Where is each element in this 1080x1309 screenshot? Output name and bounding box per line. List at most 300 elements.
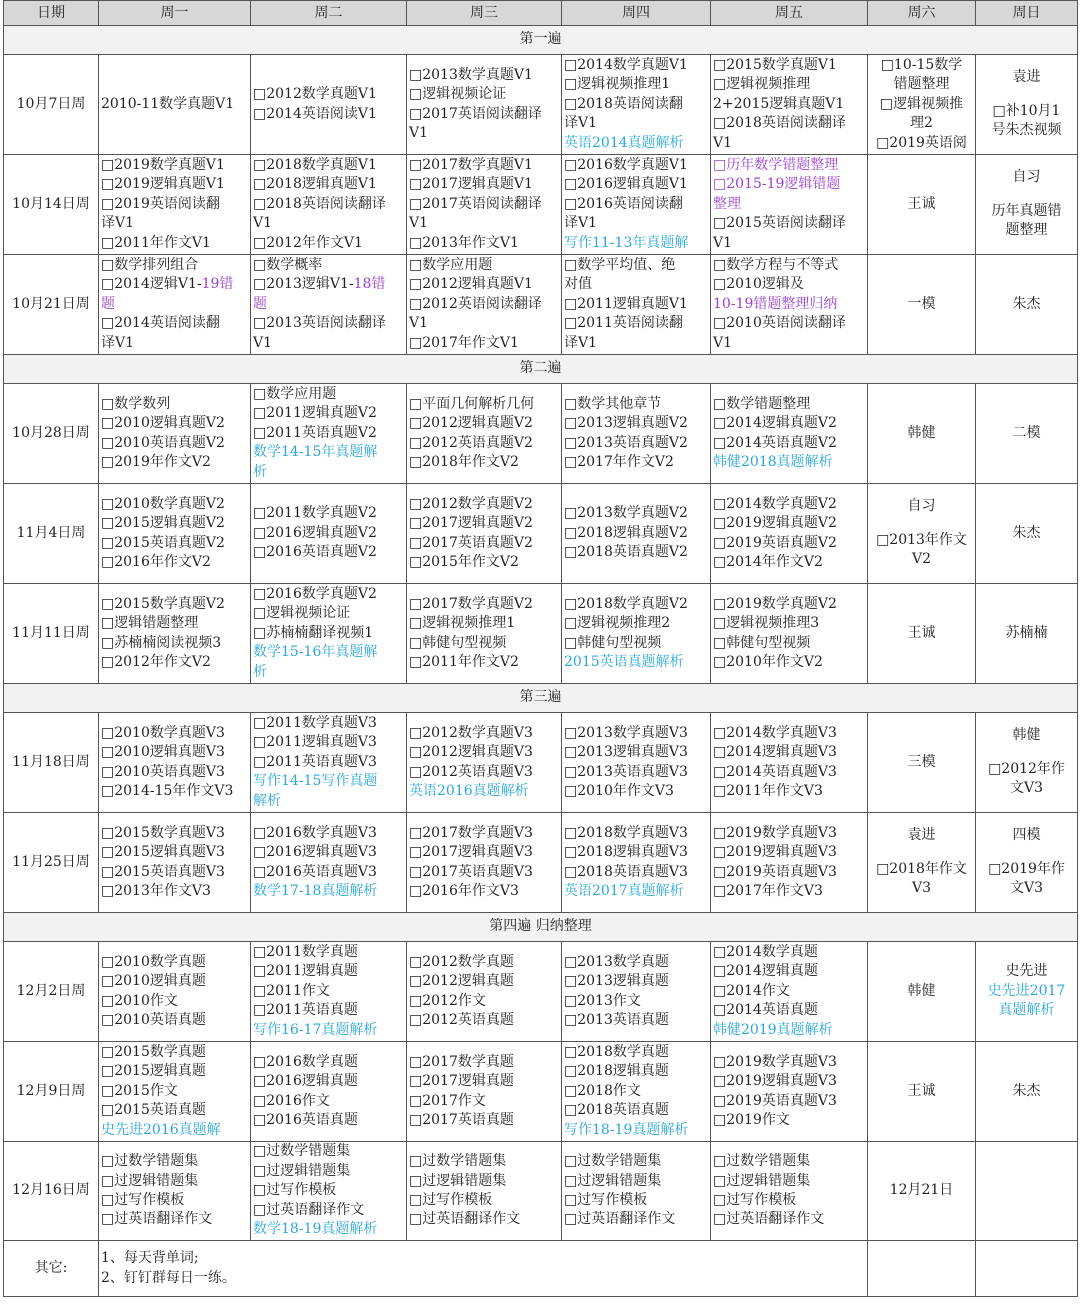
cell-line: □2012逻辑真题V1 xyxy=(409,276,533,293)
day-cell-tue xyxy=(251,813,407,913)
week-date: 10月7日周 xyxy=(4,55,99,155)
cell-line: □2016数学真题 xyxy=(253,1053,358,1070)
cell-line: □2013英语真题V2 xyxy=(564,434,688,451)
day-cell-wed xyxy=(407,255,562,355)
cell-line: 数学15-16年真题解 xyxy=(253,644,378,661)
cell-line: □2016逻辑真题V1 xyxy=(564,176,688,193)
cell-line: □2018作文 xyxy=(564,1082,641,1099)
day-cell-sun xyxy=(976,813,1078,913)
day-cell-tue xyxy=(251,255,407,355)
day-cell-fri xyxy=(711,55,868,155)
cell-line: □韩健句型视频 xyxy=(409,634,507,651)
cell-line: □过英语翻译作文 xyxy=(409,1211,521,1228)
cell-line: □2016英语真题 xyxy=(253,1111,358,1128)
cell-line: □2017年作文V3 xyxy=(713,882,823,899)
day-cell-wed xyxy=(407,155,562,255)
day-cell-tue xyxy=(251,384,407,484)
cell-line: 10-19错题整理归纳 xyxy=(713,295,838,312)
cell-line: □2019数学真题V1 xyxy=(101,156,225,173)
week-date: 12月16日周 xyxy=(4,1142,99,1241)
cell-line: 史先进2016真题解 xyxy=(101,1121,221,1138)
cell-line: □2011年作文V3 xyxy=(713,782,823,799)
day-cell-mon xyxy=(99,584,251,684)
week-row xyxy=(4,155,1078,255)
header-sun: 周日 xyxy=(976,1,1078,26)
cell-line: 韩健2019真题解析 xyxy=(713,1021,833,1038)
week-row xyxy=(4,1142,1078,1241)
cell-line: □2011英语真题V2 xyxy=(253,424,377,441)
cell-line: V1 xyxy=(713,234,733,251)
cell-line: 韩健 xyxy=(1012,727,1041,744)
day-cell-wed xyxy=(407,384,562,484)
cell-line: □2010英语真题V3 xyxy=(101,763,225,780)
round-row xyxy=(4,26,1078,55)
cell-line: □补10月1 xyxy=(992,102,1061,119)
week-date: 11月25日周 xyxy=(4,813,99,913)
cell-line: □2017英语阅读翻译 xyxy=(409,195,542,212)
cell-line: 王诚 xyxy=(907,624,936,641)
cell-line: □逻辑视频推 xyxy=(879,95,964,112)
day-cell-mon xyxy=(99,384,251,484)
day-cell-sun xyxy=(976,942,1078,1042)
cell-line: 数学18-19真题解析 xyxy=(253,1221,378,1238)
day-cell-thu xyxy=(562,942,711,1042)
day-cell-wed xyxy=(407,942,562,1042)
day-cell-sat xyxy=(868,1042,976,1142)
cell-line: □2010逻辑真题V3 xyxy=(101,744,225,761)
cell-line: 题 xyxy=(253,295,267,312)
cell-line: □2019年作 xyxy=(988,860,1065,877)
cell-line: □2015逻辑真题V2 xyxy=(101,515,225,532)
cell-line xyxy=(978,188,1075,202)
cell-line: □2018数学真题V1 xyxy=(253,156,377,173)
cell-line: □2011年作文V1 xyxy=(101,234,211,251)
cell-line: □2014数学真题 xyxy=(713,943,818,960)
day-cell-wed xyxy=(407,1042,562,1142)
cell-line: □2012数学真题V2 xyxy=(409,495,533,512)
cell-line: □2018逻辑真题V1 xyxy=(253,176,377,193)
cell-line: □2014数学真题V1 xyxy=(564,56,688,73)
day-cell-thu xyxy=(562,255,711,355)
cell-line: V1 xyxy=(253,334,273,351)
day-cell-sat xyxy=(868,813,976,913)
cell-line: □逻辑视频推理2 xyxy=(564,615,671,632)
cell-line: □2014英语真题 xyxy=(713,1002,818,1019)
cell-line: 数学14-15年真题解 xyxy=(253,444,378,461)
day-cell-tue xyxy=(251,1042,407,1142)
cell-line: □2019英语真题V3 xyxy=(713,863,837,880)
cell-line: □逻辑视频推理1 xyxy=(409,615,516,632)
cell-line: 写作14-15写作真题 xyxy=(253,773,378,790)
cell-line: □2013年作文V3 xyxy=(101,882,211,899)
day-cell-tue xyxy=(251,55,407,155)
cell-line: □2017逻辑真题V1 xyxy=(409,176,533,193)
cell-line: □过数学错题集 xyxy=(409,1153,507,1170)
cell-line: □2011逻辑真题 xyxy=(253,963,358,980)
cell-line: 朱杰 xyxy=(1012,1082,1041,1099)
day-cell-wed xyxy=(407,1142,562,1241)
cell-line: □2018年作文 xyxy=(876,860,967,877)
cell-line: □2013逻辑真题V2 xyxy=(564,415,688,432)
week-row xyxy=(4,255,1078,355)
day-cell-sun xyxy=(976,584,1078,684)
cell-line: 英语2016真题解析 xyxy=(409,782,529,799)
cell-line: □过数学错题集 xyxy=(713,1153,811,1170)
cell-line: □过英语翻译作文 xyxy=(564,1211,676,1228)
round-title: 第二遍 xyxy=(4,355,1078,384)
cell-line: □2015逻辑真题V3 xyxy=(101,844,225,861)
cell-line: □2011逻辑真题V2 xyxy=(253,405,377,422)
cell-line: □逻辑视频推理1 xyxy=(564,76,671,93)
cell-line: □2011英语真题 xyxy=(253,1002,358,1019)
cell-line: 解析 xyxy=(253,792,281,809)
week-date: 10月28日周 xyxy=(4,384,99,484)
cell-line: □2014逻辑真题 xyxy=(713,963,818,980)
cell-line: □过写作模板 xyxy=(409,1192,493,1208)
cell-line: □2019英语阅 xyxy=(876,134,967,151)
cell-line: □2013作文 xyxy=(564,992,641,1009)
cell-line: 苏楠楠 xyxy=(1005,624,1048,641)
week-date: 12月2日周 xyxy=(4,942,99,1042)
other-empty-sun xyxy=(976,1241,1078,1297)
cell-line: □2014数学真题V3 xyxy=(713,724,837,741)
cell-line: □数学错题整理 xyxy=(713,395,811,412)
cell-line: □过写作模板 xyxy=(253,1182,337,1199)
cell-line: □2014英语阅读V1 xyxy=(253,105,377,122)
day-cell-fri xyxy=(711,1142,868,1241)
cell-line: V3 xyxy=(911,880,932,897)
day-cell-wed xyxy=(407,713,562,813)
cell-line: □2013年作文V1 xyxy=(409,234,519,251)
cell-line: □2016年作文V3 xyxy=(409,882,519,899)
day-cell-sat xyxy=(868,484,976,584)
cell-line: □2012年作文V2 xyxy=(101,653,211,670)
cell-line: □2010英语真题V2 xyxy=(101,434,225,451)
week-date: 10月21日周 xyxy=(4,255,99,355)
round-row xyxy=(4,355,1078,384)
cell-line: □苏楠楠翻译视频1 xyxy=(253,624,374,641)
day-cell-sat xyxy=(868,1142,976,1241)
cell-line: □2014数学真题V2 xyxy=(713,495,837,512)
cell-line: 题 xyxy=(101,295,115,312)
cell-line: 译V1 xyxy=(564,215,598,232)
cell-line: □2010数学真题V3 xyxy=(101,724,225,741)
cell-line: □2013逻辑真题 xyxy=(564,973,669,990)
other-row xyxy=(4,1241,1078,1297)
day-cell-tue xyxy=(251,584,407,684)
cell-line: 析 xyxy=(253,463,267,480)
cell-line: □2012逻辑真题V2 xyxy=(409,415,533,432)
cell-line: □韩健句型视频 xyxy=(564,634,662,651)
cell-line: 错题整理 xyxy=(893,76,950,93)
day-cell-mon xyxy=(99,1142,251,1241)
cell-line: □2015英语真题V2 xyxy=(101,534,225,551)
cell-line: □2012数学真题 xyxy=(409,953,514,970)
cell-line: 王诚 xyxy=(907,1082,936,1099)
cell-line: 写作18-19真题解析 xyxy=(564,1121,689,1138)
header-row xyxy=(4,1,1078,26)
cell-line: 整理 xyxy=(713,195,741,212)
header-tue: 周二 xyxy=(251,1,407,26)
week-row xyxy=(4,1042,1078,1142)
day-cell-mon xyxy=(99,255,251,355)
cell-line: □2019逻辑真题V2 xyxy=(713,515,837,532)
cell-line: □2019年作文V2 xyxy=(101,453,211,470)
cell-line: □2015-19逻辑错题 xyxy=(713,176,841,193)
cell-line: □2010数学真题V2 xyxy=(101,495,225,512)
day-cell-tue xyxy=(251,484,407,584)
cell-line: 2+2015逻辑真题V1 xyxy=(713,95,845,112)
study-schedule-table xyxy=(3,0,1078,1297)
cell-line: □2016数学真题V1 xyxy=(564,156,688,173)
week-row xyxy=(4,484,1078,584)
day-cell-fri xyxy=(711,584,868,684)
cell-line: □2014英语真题V2 xyxy=(713,434,837,451)
day-cell-fri xyxy=(711,255,868,355)
cell-line: □2018英语真题V3 xyxy=(564,863,688,880)
cell-line: □2018数学真题V3 xyxy=(564,824,688,841)
cell-line: □过英语翻译作文 xyxy=(253,1201,365,1218)
cell-line: □2010数学真题 xyxy=(101,953,206,970)
cell-line: □2012年作文V1 xyxy=(253,234,363,251)
cell-line: □2012英语真题V3 xyxy=(409,763,533,780)
cell-line: □数学概率 xyxy=(253,256,323,273)
cell-line: □2019逻辑真题V3 xyxy=(713,844,837,861)
cell-line: 数学17-18真题解析 xyxy=(253,882,378,899)
cell-line: □逻辑视频推理3 xyxy=(713,615,820,632)
cell-line: □2012年作 xyxy=(988,760,1065,777)
cell-line: 三模 xyxy=(907,753,936,770)
cell-line: □2011作文 xyxy=(253,982,330,999)
cell-line: □数学数列 xyxy=(101,395,171,412)
cell-line: 2015英语真题解析 xyxy=(564,653,684,670)
cell-line: V1 xyxy=(713,134,733,151)
round-title: 第一遍 xyxy=(4,26,1078,55)
day-cell-sun xyxy=(976,155,1078,255)
cell-line: □2018年作文V2 xyxy=(409,453,519,470)
cell-line xyxy=(978,846,1075,860)
round-title: 第三遍 xyxy=(4,684,1078,713)
other-empty-sat xyxy=(868,1241,976,1297)
cell-line: □2011英语真题V3 xyxy=(253,753,377,770)
cell-line: □2017数学真题V1 xyxy=(409,156,533,173)
header-wed: 周三 xyxy=(407,1,562,26)
cell-line: □数学应用题 xyxy=(253,385,337,402)
cell-line: □2017年作文V1 xyxy=(409,334,519,351)
cell-line: □逻辑视频推理 xyxy=(713,76,811,93)
cell-line: □2016数学真题V3 xyxy=(253,824,377,841)
cell-line: □2013数学真题V3 xyxy=(564,724,688,741)
cell-line: 四模 xyxy=(1012,827,1041,844)
cell-line: □过逻辑错题集 xyxy=(713,1172,811,1189)
cell-line-highlight: 18错 xyxy=(353,276,386,293)
day-cell-fri xyxy=(711,384,868,484)
cell-line: 理2 xyxy=(910,115,933,132)
cell-line: □2013英语阅读翻译 xyxy=(253,315,386,332)
cell-line: □2017年作文V2 xyxy=(564,453,674,470)
week-date: 11月11日周 xyxy=(4,584,99,684)
day-cell-tue xyxy=(251,713,407,813)
cell-line: □2011数学真题V2 xyxy=(253,505,377,522)
cell-line: □逻辑错题整理 xyxy=(101,615,199,632)
cell-line: □2016英语真题V2 xyxy=(253,544,377,561)
cell-line: □2016英语真题V3 xyxy=(253,863,377,880)
week-date: 11月18日周 xyxy=(4,713,99,813)
week-row xyxy=(4,713,1078,813)
cell-line: □2010年作文V2 xyxy=(713,653,823,670)
cell-line: □2017作文 xyxy=(409,1092,486,1109)
cell-line: □2018逻辑真题V3 xyxy=(564,844,688,861)
cell-line: □2018英语阅读翻译 xyxy=(713,115,846,132)
cell-line: 袁进 xyxy=(1012,69,1041,86)
round-title: 第四遍 归纳整理 xyxy=(4,913,1078,942)
cell-line: V1 xyxy=(713,334,733,351)
cell-line xyxy=(978,88,1075,102)
cell-line: □2017英语阅读翻译 xyxy=(409,105,542,122)
cell-line: 译V1 xyxy=(564,334,598,351)
header-fri: 周五 xyxy=(711,1,868,26)
cell-line: □2014年作文V2 xyxy=(713,553,823,570)
cell-line: □2012英语阅读翻译 xyxy=(409,295,542,312)
cell-line: □历年数学错题整理 xyxy=(713,156,839,173)
cell-line: 写作16-17真题解析 xyxy=(253,1021,378,1038)
cell-line: □2018英语阅读翻 xyxy=(564,95,683,112)
day-cell-sat xyxy=(868,255,976,355)
cell-line: □2017数学真题V3 xyxy=(409,824,533,841)
day-cell-mon xyxy=(99,813,251,913)
cell-line: □2017逻辑真题 xyxy=(409,1073,514,1090)
cell-line: □过英语翻译作文 xyxy=(101,1211,213,1228)
cell-line: 文V3 xyxy=(1009,880,1044,897)
cell-line: □10-15数学 xyxy=(880,56,963,73)
day-cell-wed xyxy=(407,813,562,913)
cell-line: □2010作文 xyxy=(101,992,178,1009)
day-cell-mon xyxy=(99,484,251,584)
day-cell-thu xyxy=(562,813,711,913)
day-cell-sun xyxy=(976,1042,1078,1142)
day-cell-tue xyxy=(251,155,407,255)
cell-line: □2015数学真题V3 xyxy=(101,824,225,841)
cell-line: □2016作文 xyxy=(253,1092,330,1109)
cell-line xyxy=(870,517,973,531)
cell-line: □2015英语真题 xyxy=(101,1102,206,1119)
cell-line: 历年真题错 xyxy=(991,202,1062,219)
day-cell-mon xyxy=(99,713,251,813)
day-cell-fri xyxy=(711,713,868,813)
header-sat: 周六 xyxy=(868,1,976,26)
cell-line: □2017数学真题 xyxy=(409,1053,514,1070)
cell-line: □2019数学真题V3 xyxy=(713,824,837,841)
cell-line: 英语2014真题解析 xyxy=(564,134,684,151)
cell-line: □2013逻辑V1-18错 xyxy=(253,276,386,293)
cell-line: □2019数学真题V3 xyxy=(713,1053,837,1070)
day-cell-fri xyxy=(711,155,868,255)
cell-line: □2015年作文V2 xyxy=(409,553,519,570)
cell-line: □过逻辑错题集 xyxy=(409,1172,507,1189)
cell-line: 真题解析 xyxy=(998,1002,1055,1019)
day-cell-wed xyxy=(407,55,562,155)
week-row xyxy=(4,384,1078,484)
cell-line: 译V1 xyxy=(101,215,135,232)
day-cell-thu xyxy=(562,1142,711,1241)
cell-line: □2019英语真题V3 xyxy=(713,1092,837,1109)
cell-line xyxy=(870,846,973,860)
cell-line: □2013数学真题 xyxy=(564,953,669,970)
day-cell-mon xyxy=(99,155,251,255)
cell-line: 韩健2018真题解析 xyxy=(713,453,833,470)
cell-line: □2015英语真题V3 xyxy=(101,863,225,880)
week-date: 10月14日周 xyxy=(4,155,99,255)
day-cell-sat xyxy=(868,713,976,813)
cell-line: □过逻辑错题集 xyxy=(253,1162,351,1179)
cell-line: □2010逻辑及 xyxy=(713,276,804,293)
cell-line: □过英语翻译作文 xyxy=(713,1211,825,1228)
day-cell-sun xyxy=(976,255,1078,355)
cell-line: □2015英语阅读翻译 xyxy=(713,215,846,232)
cell-line: V1 xyxy=(409,315,429,332)
cell-line: □2018数学真题 xyxy=(564,1043,669,1060)
cell-line: □2016数学真题V2 xyxy=(253,585,377,602)
cell-line: 号朱杰视频 xyxy=(991,122,1062,139)
cell-line: V1 xyxy=(409,124,429,141)
day-cell-sat xyxy=(868,155,976,255)
day-cell-mon xyxy=(99,1042,251,1142)
cell-line: 对值 xyxy=(564,276,592,293)
cell-line: □2010英语阅读翻译 xyxy=(713,315,846,332)
week-row xyxy=(4,584,1078,684)
cell-line: □2014逻辑V1-19错 xyxy=(101,276,234,293)
cell-line: □逻辑视频论证 xyxy=(409,86,507,103)
day-cell-fri xyxy=(711,1042,868,1142)
cell-line: □过逻辑错题集 xyxy=(564,1172,662,1189)
day-cell-sun xyxy=(976,55,1078,155)
cell-line: □2012逻辑真题 xyxy=(409,973,514,990)
cell-line: □2012作文 xyxy=(409,992,486,1009)
cell-line: □2014作文 xyxy=(713,982,790,999)
round-row xyxy=(4,684,1078,713)
cell-line: □2011逻辑真题V1 xyxy=(564,295,688,312)
cell-line: □数学排列组合 xyxy=(101,256,199,273)
cell-line: V1 xyxy=(409,215,429,232)
cell-line: □2017逻辑真题V2 xyxy=(409,515,533,532)
day-cell-thu xyxy=(562,584,711,684)
cell-line: □过数学错题集 xyxy=(564,1153,662,1170)
day-cell-thu xyxy=(562,55,711,155)
day-cell-wed xyxy=(407,584,562,684)
cell-line: □过逻辑错题集 xyxy=(101,1172,199,1189)
cell-line xyxy=(978,1184,1075,1198)
cell-line: □2019英语真题V2 xyxy=(713,534,837,551)
other-label: 其它: xyxy=(4,1241,99,1297)
cell-line: □2011数学真题 xyxy=(253,943,358,960)
cell-line: V2 xyxy=(911,551,932,568)
cell-line: V1 xyxy=(253,215,273,232)
day-cell-fri xyxy=(711,813,868,913)
cell-line: 译V1 xyxy=(101,334,135,351)
cell-line: 史先进 xyxy=(1005,963,1048,980)
cell-line: □2014逻辑真题V3 xyxy=(713,744,837,761)
day-cell-sun xyxy=(976,1142,1078,1241)
cell-line: 朱杰 xyxy=(1012,295,1041,312)
cell-line: □过写作模板 xyxy=(101,1192,185,1208)
cell-line: □平面几何解析几何 xyxy=(409,395,535,412)
cell-line: □2019逻辑真题V1 xyxy=(101,176,225,193)
cell-line: 自习 xyxy=(907,498,936,515)
cell-line: □2013英语真题V3 xyxy=(564,763,688,780)
cell-line: □2010年作文V3 xyxy=(564,782,674,799)
cell-line: □数学方程与不等式 xyxy=(713,256,839,273)
cell-line: 韩健 xyxy=(907,424,936,441)
